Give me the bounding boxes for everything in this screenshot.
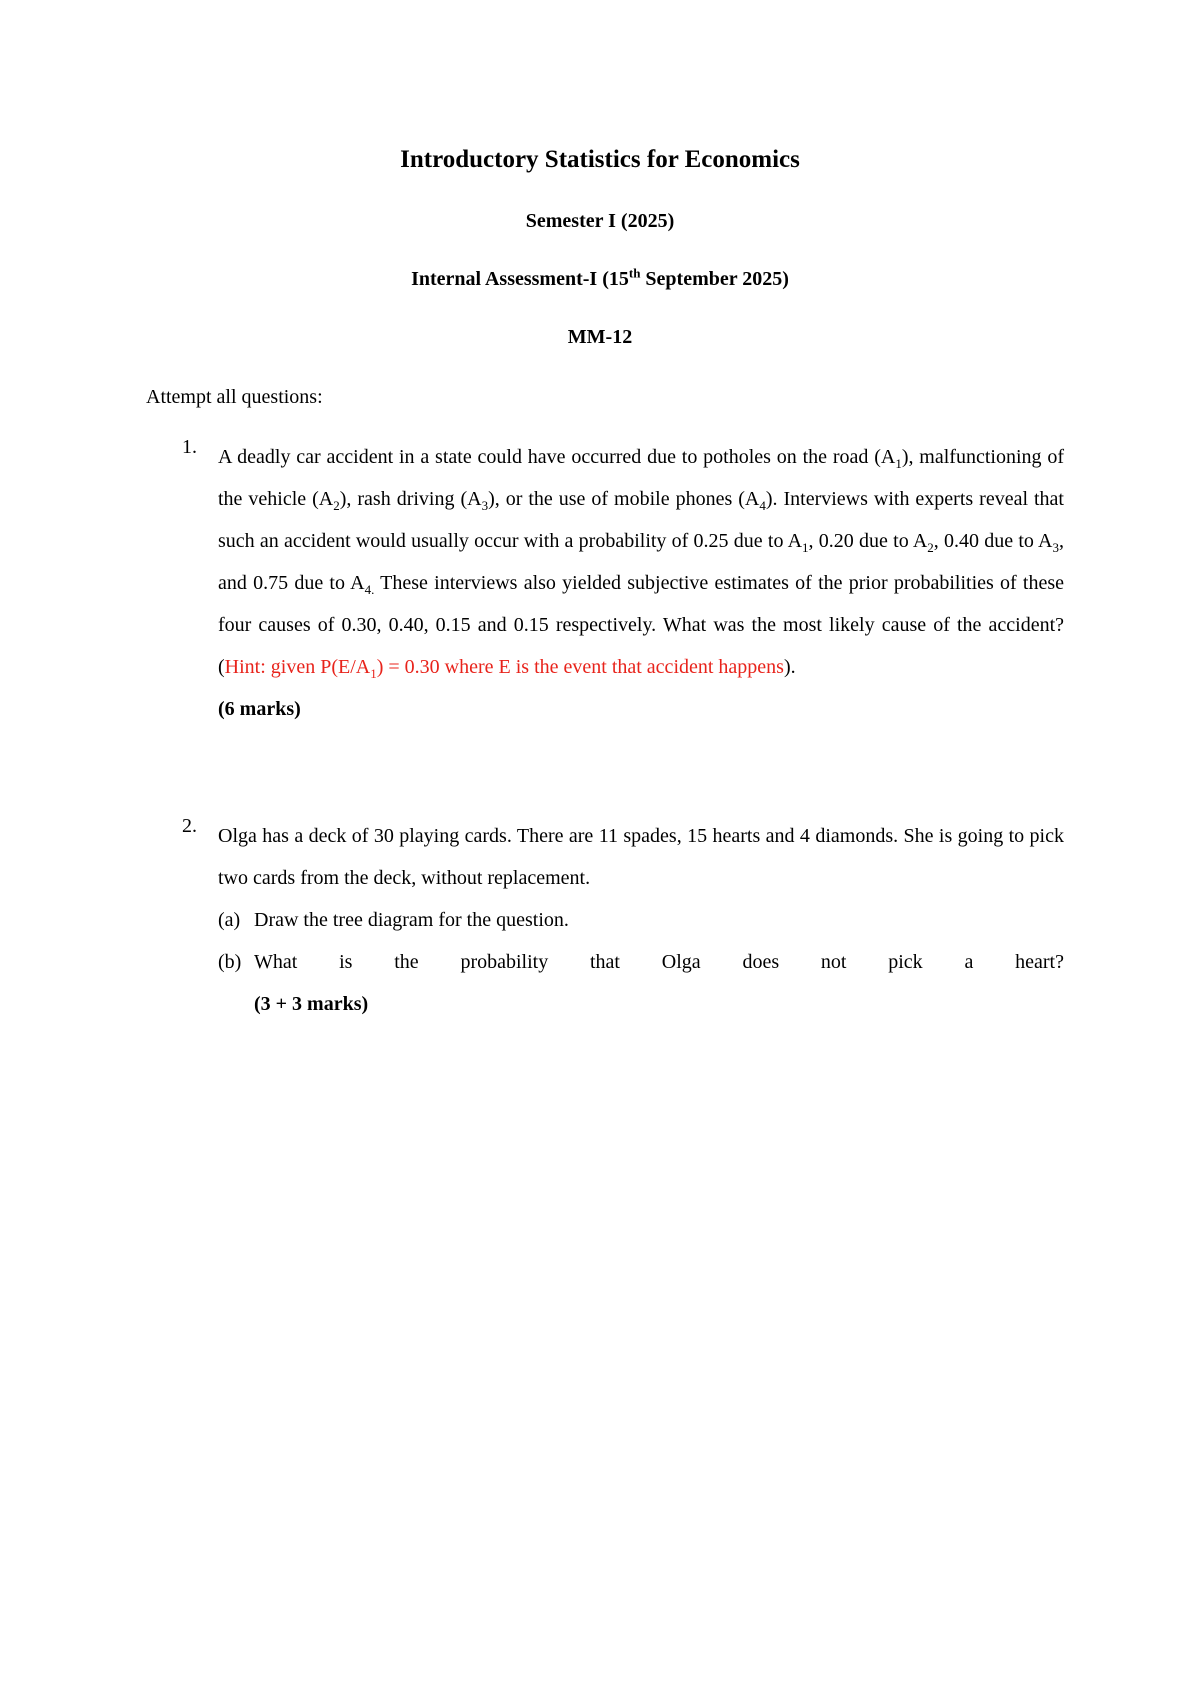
q1-sub: 1: [895, 456, 902, 471]
q1-sub: 3: [1052, 540, 1059, 555]
question-marks: (3 + 3 marks): [254, 993, 369, 1015]
assessment-label: [0, 265, 1200, 291]
sub-question-label: (a): [218, 909, 241, 931]
q1-text: , 0.20 due to A: [808, 530, 928, 552]
assessment-ordinal: th: [628, 265, 641, 281]
word: probability: [460, 951, 549, 973]
q1-text: , and 0.75 due to A: [218, 530, 1064, 594]
q1-text: These interviews also yielded subjective estimates of the prior probabilities of these four causes of 0.30, 0.40, 0.15 and 0.15 respectively. What was the most likely cause of the accident? (: [218, 572, 1065, 678]
word: a: [964, 951, 974, 973]
question-marks: (6 marks): [218, 698, 301, 720]
assessment-prefix: Internal Assessment-I (15: [411, 268, 629, 290]
word: that: [589, 951, 620, 973]
max-marks: MM-12: [567, 326, 633, 348]
q1-sub: 4.: [364, 582, 375, 597]
assessment-suffix: September 2025): [640, 268, 789, 290]
question-body: [218, 436, 1064, 730]
semester-label: Semester I (2025): [525, 210, 675, 232]
q1-text: , 0.40 due to A: [933, 530, 1053, 552]
hint-sub: 1: [370, 666, 377, 681]
sub-question-text: [254, 941, 1064, 983]
word: What: [254, 951, 298, 973]
q1-text: ), rash driving (A: [339, 488, 482, 510]
q1-sub: 2: [333, 498, 340, 513]
q1-text: A deadly car accident in a state could have occurred due to potholes on the road (A: [218, 446, 896, 468]
q1-text: ), malfunctioning of the vehicle (A: [218, 446, 1064, 510]
sub-question-a: [218, 899, 1064, 941]
word: pick: [888, 951, 923, 973]
question-number: 1.: [182, 436, 197, 458]
q1-sub: 1: [802, 540, 809, 555]
word: Olga: [661, 951, 701, 973]
question-body: [218, 815, 1064, 1025]
question-text: Olga has a deck of 30 playing cards. There are 11 spades, 15 hearts and 4 diamonds. She is going to pick two cards from the deck, without replacement.: [218, 825, 1064, 889]
word: does: [742, 951, 780, 973]
hint-text: ) = 0.30 where E is the event that accident happens: [376, 656, 784, 678]
sub-question-text: Draw the tree diagram for the question.: [254, 909, 569, 931]
word: heart?: [1015, 951, 1064, 973]
word: is: [339, 951, 353, 973]
word: the: [394, 951, 419, 973]
hint-text: Hint: given P(E/A: [224, 656, 371, 678]
hint: [224, 656, 784, 681]
sub-question-b: [218, 941, 1064, 983]
course-title: Introductory Statistics for Economics: [400, 146, 800, 173]
sub-question-label: (b): [218, 951, 242, 973]
q1-sub: 4: [759, 498, 766, 513]
word: not: [820, 951, 847, 973]
q1-sub: 2: [927, 540, 934, 555]
q1-sub: 3: [481, 498, 489, 513]
q1-text: ).: [783, 656, 796, 678]
q1-text: ). Interviews with experts reveal that such an accident would usually occur with a probability of 0.25 due to A: [218, 488, 1064, 552]
q1-text: ), or the use of mobile phones (A: [488, 488, 760, 510]
instructions: Attempt all questions:: [146, 386, 323, 408]
question-number: 2.: [182, 815, 197, 837]
